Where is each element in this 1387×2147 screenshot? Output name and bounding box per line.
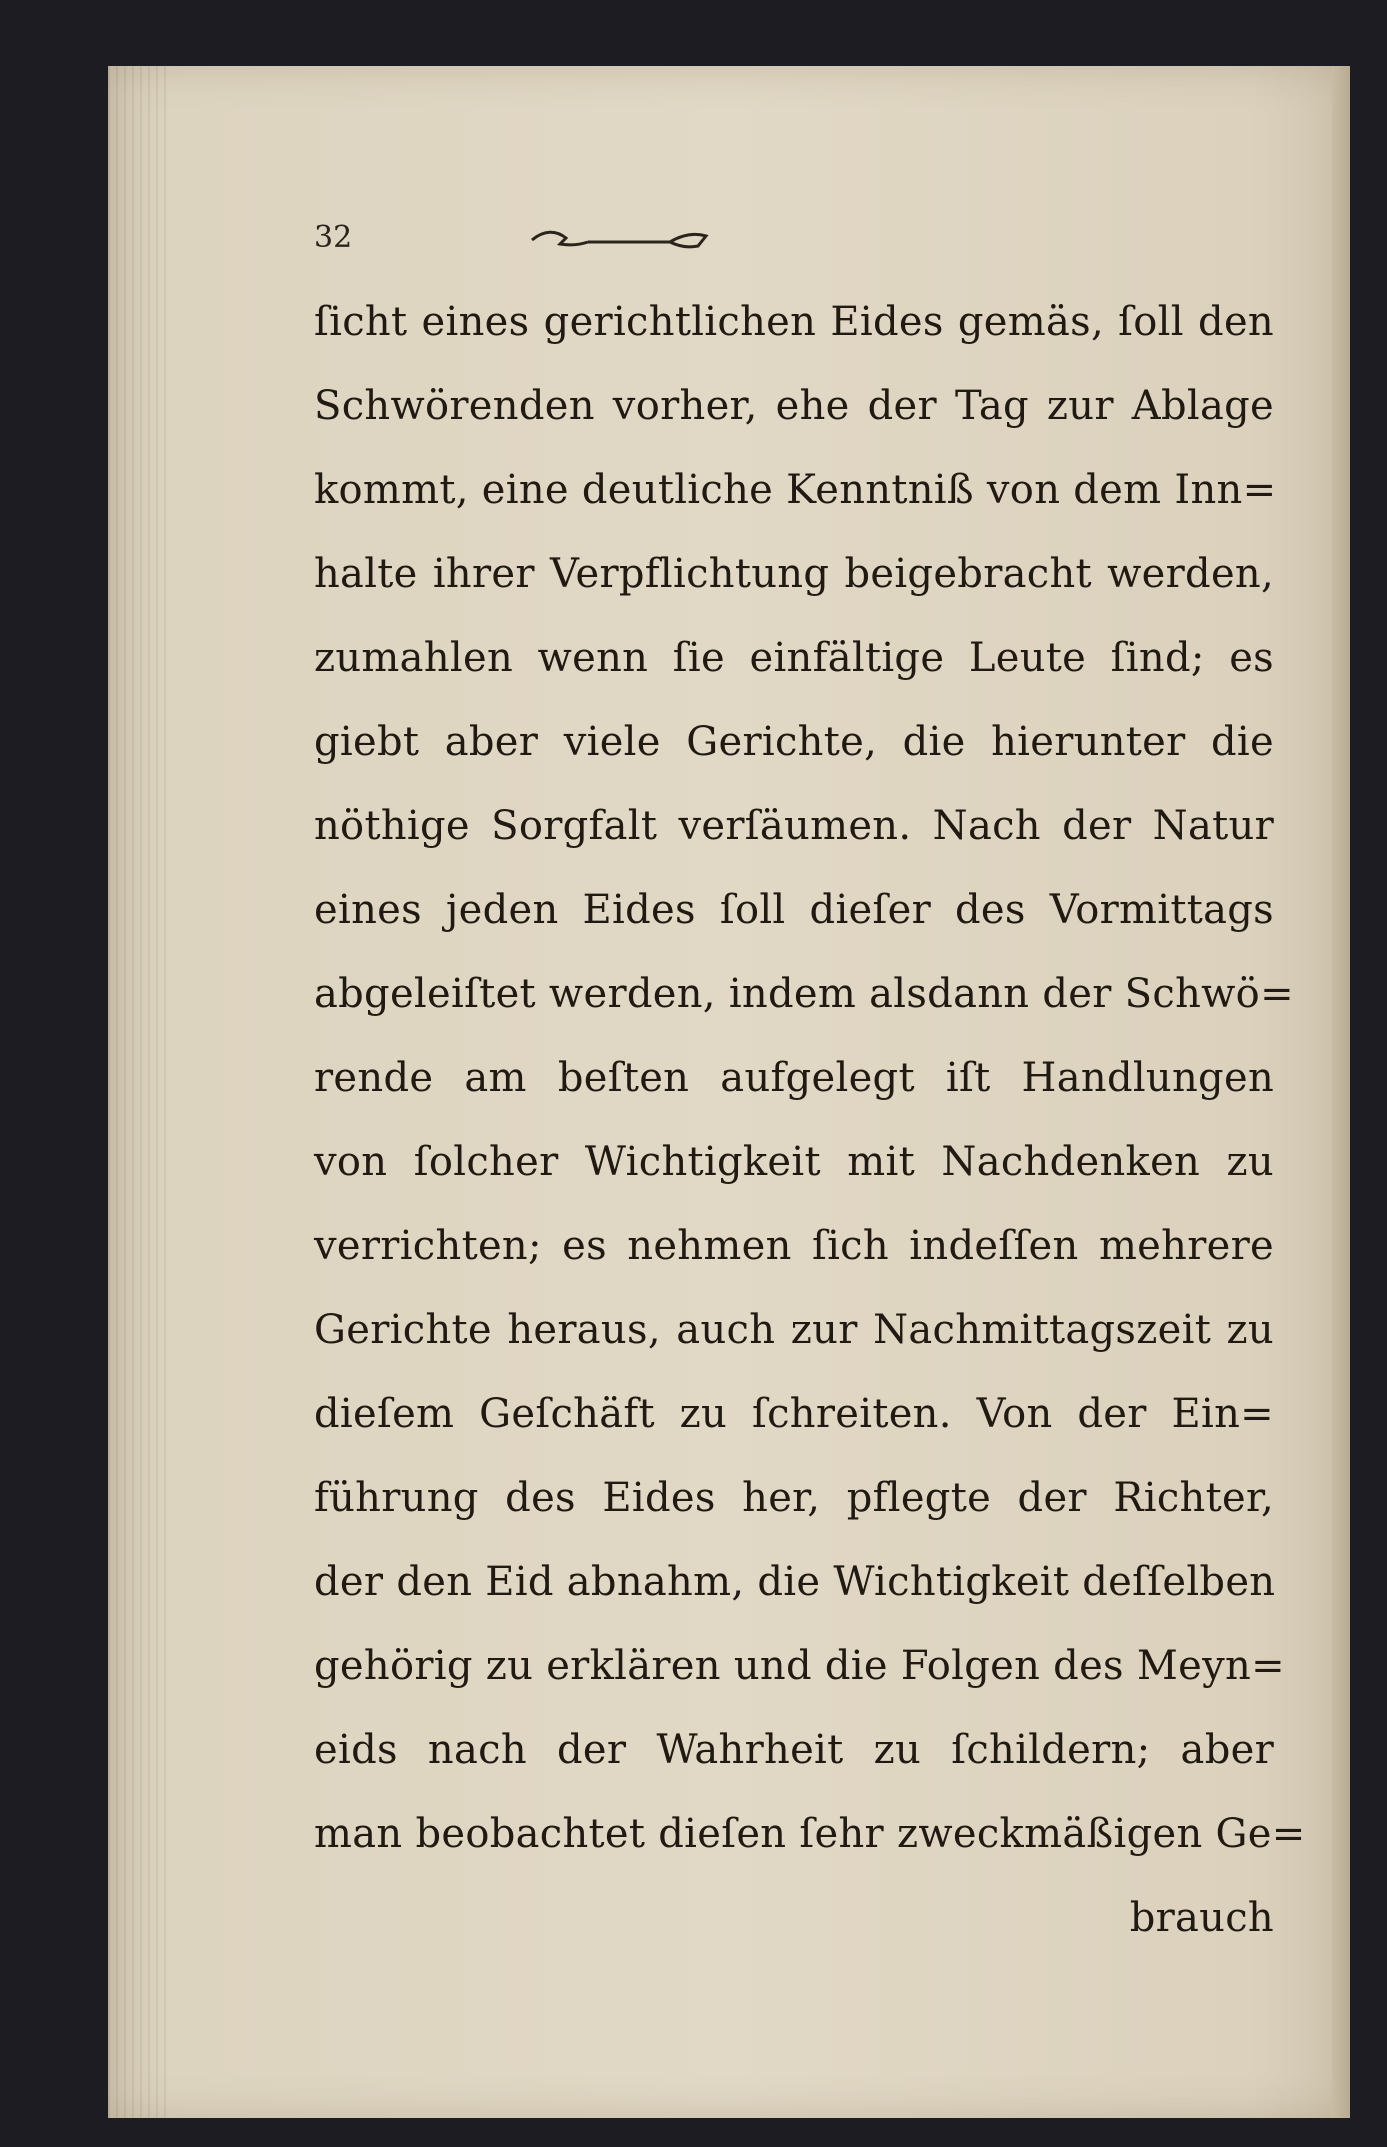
dash-flourish-icon: [520, 226, 960, 256]
page-number: 32: [314, 220, 353, 255]
text-line: dieſem Geſchäft zu ſchreiten. Von der Ein=: [314, 1391, 1274, 1437]
text-line: giebt aber viele Gerichte, die hierunter die: [314, 719, 1274, 765]
text-line: eines jeden Eides ſoll dieſer des Vormittags: [314, 887, 1274, 933]
text-line: kommt, eine deutliche Kenntniß von dem Inn=: [314, 467, 1277, 513]
text-line: führung des Eides her, pflegte der Richter,: [314, 1475, 1274, 1521]
page-stack-edges: [108, 66, 168, 2118]
text-line: abgeleiſtet werden, indem alsdann der Schwö=: [314, 971, 1294, 1017]
text-line: eids nach der Wahrheit zu ſchildern; aber: [314, 1727, 1274, 1773]
text-line: halte ihrer Verpflichtung beigebracht werden,: [314, 551, 1274, 597]
text-line: zumahlen wenn ſie einfältige Leute ſind; es: [314, 635, 1274, 681]
text-line: man beobachtet dieſen ſehr zweckmäßigen Ge=: [314, 1811, 1306, 1857]
text-line: gehörig zu erklären und die Folgen des Meyn=: [314, 1643, 1285, 1689]
text-line: von ſolcher Wichtigkeit mit Nachdenken zu: [314, 1139, 1274, 1185]
text-line: ſicht eines gerichtlichen Eides gemäs, ſoll den: [314, 299, 1274, 345]
text-line: verrichten; es nehmen ſich indeſſen mehrere: [314, 1223, 1274, 1269]
page-gutter-edge: [1332, 66, 1350, 2118]
body-text: [314, 280, 1306, 1960]
text-line: Schwörenden vorher, ehe der Tag zur Ablage: [314, 383, 1274, 429]
catchword: brauch: [1129, 1895, 1274, 1941]
text-line: der den Eid abnahm, die Wichtigkeit deſſelben: [314, 1559, 1276, 1605]
text-line: Gerichte heraus, auch zur Nachmittagszeit zu: [314, 1307, 1274, 1353]
text-line: rende am beſten aufgelegt iſt Handlungen: [314, 1055, 1274, 1101]
text-line: nöthige Sorgfalt verſäumen. Nach der Natur: [314, 803, 1274, 849]
